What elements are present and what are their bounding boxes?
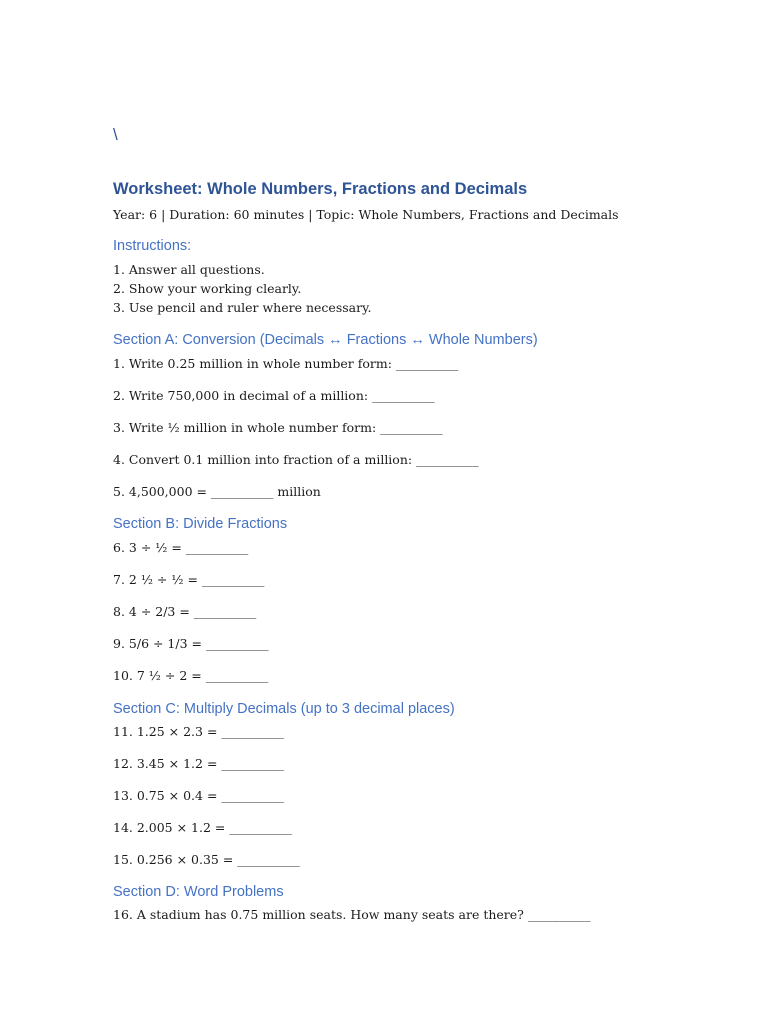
instructions-heading: Instructions: — [113, 238, 192, 254]
question-item: 12. 3.45 × 1.2 = __________ — [113, 756, 284, 771]
question-item: 9. 5/6 ÷ 1/3 = __________ — [113, 636, 269, 651]
section-d-heading: Section D: Word Problems — [113, 884, 284, 900]
question-item: 2. Write 750,000 in decimal of a million: __________ — [113, 388, 435, 403]
question-item: 14. 2.005 × 1.2 = __________ — [113, 820, 292, 835]
question-item: 10. 7 ½ ÷ 2 = __________ — [113, 668, 269, 683]
instruction-item: 2. Show your working clearly. — [113, 281, 302, 296]
question-item: 7. 2 ½ ÷ ½ = __________ — [113, 572, 265, 587]
question-item: 11. 1.25 × 2.3 = __________ — [113, 724, 284, 739]
section-a-heading: Section A: Conversion (Decimals ↔ Fractions ↔ Whole Numbers) — [113, 332, 538, 348]
question-item: 6. 3 ÷ ½ = __________ — [113, 540, 249, 555]
question-item: 15. 0.256 × 0.35 = __________ — [113, 852, 300, 867]
instruction-item: 1. Answer all questions. — [113, 262, 265, 277]
stray-backslash: \ — [113, 125, 118, 144]
section-b-heading: Section B: Divide Fractions — [113, 516, 288, 532]
question-item: 8. 4 ÷ 2/3 = __________ — [113, 604, 257, 619]
worksheet-title: Worksheet: Whole Numbers, Fractions and Decimals — [113, 180, 528, 198]
worksheet-meta: Year: 6 | Duration: 60 minutes | Topic: Whole Numbers, Fractions and Decimals — [113, 207, 619, 222]
question-item: 16. A stadium has 0.75 million seats. How many seats are there? __________ — [113, 907, 591, 922]
question-item: 5. 4,500,000 = __________ million — [113, 484, 321, 499]
instruction-item: 3. Use pencil and ruler where necessary. — [113, 300, 372, 315]
question-item: 3. Write ½ million in whole number form: __________ — [113, 420, 443, 435]
question-item: 1. Write 0.25 million in whole number form: __________ — [113, 356, 459, 371]
section-c-heading: Section C: Multiply Decimals (up to 3 decimal places) — [113, 701, 455, 717]
question-item: 4. Convert 0.1 million into fraction of a million: __________ — [113, 452, 479, 467]
question-item: 13. 0.75 × 0.4 = __________ — [113, 788, 284, 803]
